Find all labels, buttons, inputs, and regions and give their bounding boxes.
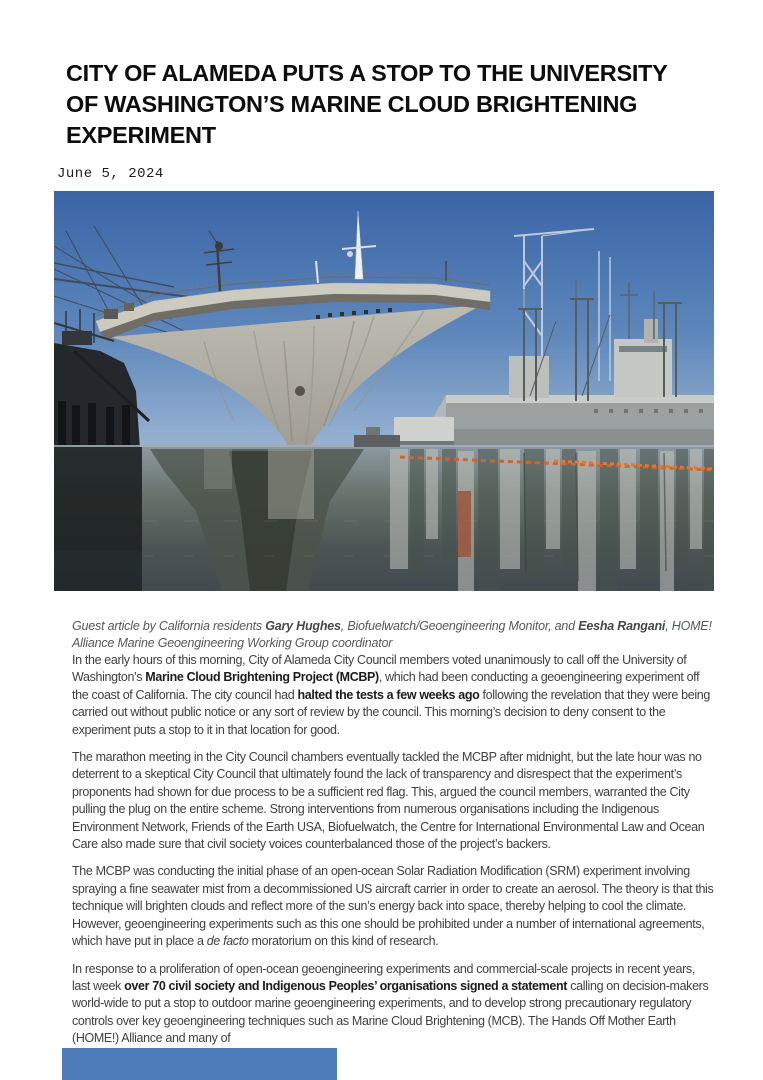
article-paragraph: [72, 863, 714, 950]
title-line: CITY OF ALAMEDA PUTS A STOP TO THE UNIVERSITY: [66, 60, 668, 86]
title-line: OF WASHINGTON’S MARINE CLOUD BRIGHTENING: [66, 91, 638, 117]
article-paragraph: [72, 749, 714, 853]
text-segment: The MCBP was conducting the initial phase of an open-ocean Solar Radiation Modification (SRM) experiment involving spraying a fine seawater mist from a decommissioned US aircraft carrier in order to create an aerosol. The theory is that this technique will brighten clouds and reflect more of the sun’s energy back into space, thereby helping to cool the climate. However, geoengineering experiments such as this one should be prohibited under a number of international agreements, which have put in place a: [72, 864, 714, 949]
text-segment: de facto: [206, 934, 249, 949]
text-segment: calling on decision-makers world-wide to put a stop to outdoor marine geoengineering experiments, and to develop strong precautionary regulatory controls over key geoengineering techniques such as Marine Cloud Brightening (MCB). The Hands Off Mother Earth (HOME!) Alliance and many of: [72, 978, 709, 1046]
photo-water: [54, 427, 714, 591]
text-segment: , HOME! Alliance Marine Geoengineering Working Group coordinator: [72, 618, 712, 650]
article-paragraph: [72, 652, 714, 739]
article-date: June 5, 2024: [57, 166, 164, 182]
text-segment: Eesha Rangani: [578, 618, 666, 633]
hero-photo: [54, 191, 714, 591]
inline-link[interactable]: halted the tests a few weeks ago: [297, 687, 480, 702]
partially-visible-block: [62, 1048, 337, 1080]
text-segment: The marathon meeting in the City Council chambers eventually tackled the MCBP after midnight, but the late hour was no deterrent to a skeptical City Council that ultimately found the lack of transparency and disrespect that the experiment’s proponents had shown for due process to be a sufficient red flag. This, argued the council members, warranted the City pulling the plug on the entire scheme. Strong interventions from numerous organisations including the Indigenous Environment Network, Friends of the Earth USA, Biofuelwatch, the Centre for International Environmental Law and Ocean Care also made sure that civil society voices counterbalanced those of the project’s backers.: [72, 750, 705, 852]
text-segment: , Biofuelwatch/Geoengineering Monitor, and: [340, 618, 579, 633]
text-segment: , which had been conducting a geoengineering experiment off the coast of California. The city council had: [72, 670, 700, 702]
article-body: [72, 652, 714, 1058]
article-paragraph: [72, 961, 714, 1048]
text-segment: In the early hours of this morning, City of Alameda City Council members voted unanimously to call off the University of Washington’s: [72, 653, 687, 685]
inline-link[interactable]: Marine Cloud Brightening Project (MCBP): [145, 670, 379, 685]
hero-photo-illustration: [54, 191, 714, 591]
inline-link[interactable]: over 70 civil society and Indigenous Peoples’ organisations signed a statement: [124, 978, 568, 993]
title-line: EXPERIMENT: [66, 122, 216, 148]
text-segment: following the revelation that they were being carried out without public notice or any sort of review by the council. This morning’s decision to deny consent to the experiment puts a stop to it in that location for good.: [72, 687, 710, 737]
article-title: [66, 58, 714, 151]
text-segment: moratorium on this kind of research.: [248, 934, 439, 949]
photo-caption: [72, 618, 712, 652]
text-segment: In response to a proliferation of open-ocean geoengineering experiments and commercial-scale projects in recent years, last week: [72, 961, 695, 993]
text-segment: Gary Hughes: [265, 618, 341, 633]
text-segment: Guest article by California residents: [72, 618, 266, 633]
